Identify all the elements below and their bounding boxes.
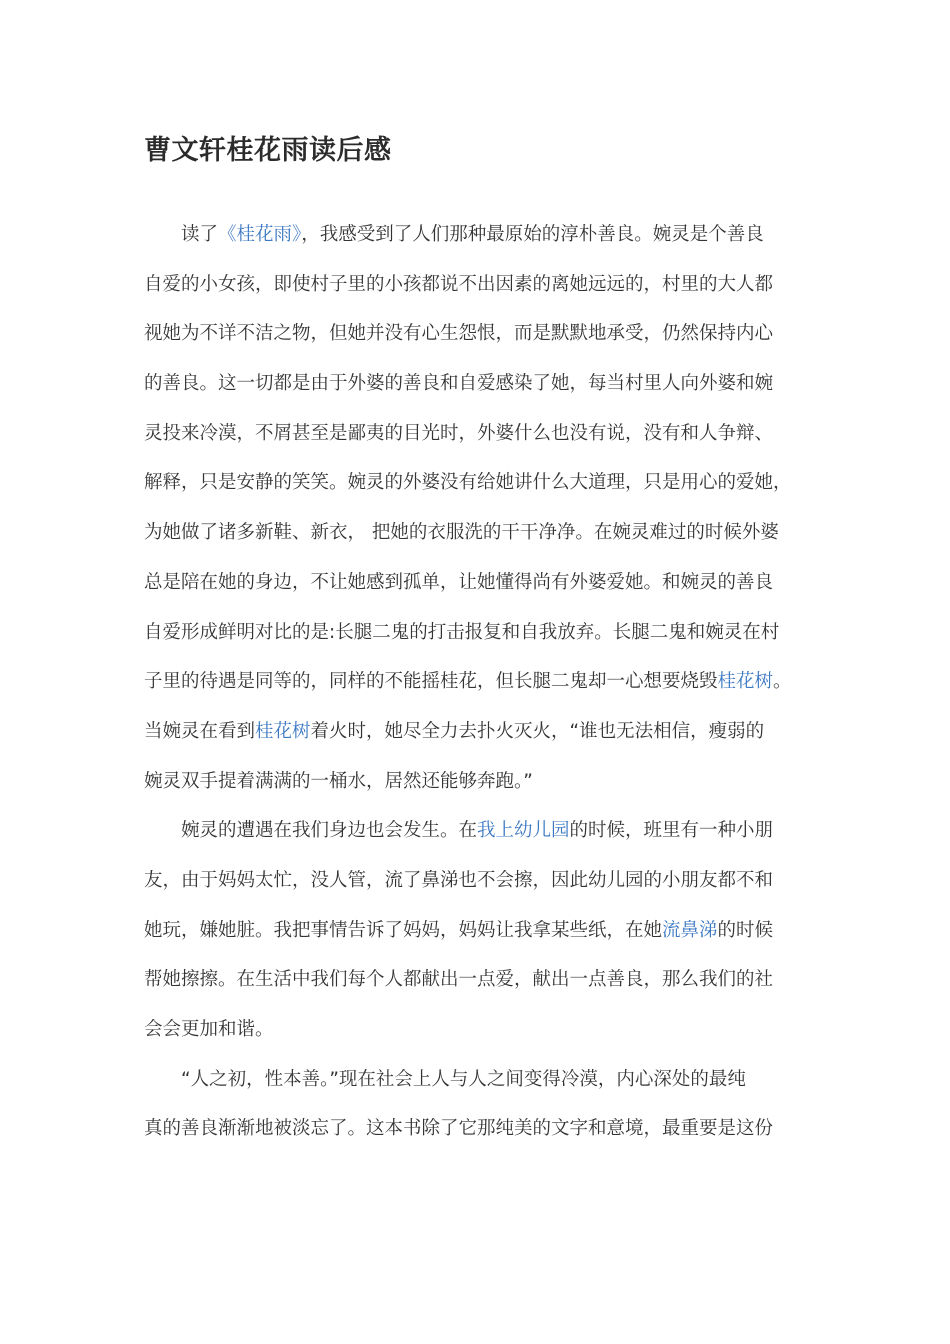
link-osmanthus-tree[interactable]: 桂花树 <box>717 671 774 693</box>
text-line <box>144 757 806 807</box>
text-line <box>144 359 806 409</box>
page-title: 曹文轩桂花雨读后感 <box>144 135 392 166</box>
text-segment: “人之初，性本善。”现在社会上人与人之间变得冷漠，内心深处的最纯 <box>181 1068 746 1090</box>
text-segment: 。 <box>773 671 792 693</box>
text-line <box>144 955 806 1005</box>
text-line <box>144 1055 806 1105</box>
text-segment: 婉灵双手提着满满的一桶水，居然还能够奔跑。” <box>144 770 533 792</box>
text-segment: 友，由于妈妈太忙，没人管，流了鼻涕也不会擦，因此幼儿园的小朋友都不和 <box>144 869 774 891</box>
text-line <box>144 856 806 906</box>
text-segment: 真的善良渐渐地被淡忘了。这本书除了它那纯美的文字和意境，最重要是这份 <box>144 1118 774 1140</box>
text-line <box>144 458 806 508</box>
text-segment: 的时候 <box>717 919 774 941</box>
text-segment: 视她为不详不洁之物，但她并没有心生怨恨，而是默默地承受，仍然保持内心 <box>144 323 774 345</box>
text-segment: 她玩，嫌她脏。我把事情告诉了妈妈，妈妈让我拿某些纸，在她 <box>144 919 663 941</box>
text-segment: 解释，只是安静的笑笑。婉灵的外婆没有给她讲什么大道理，只是用心的爱她， <box>144 472 792 494</box>
text-segment: 婉灵的遭遇在我们身边也会发生。在 <box>181 820 478 842</box>
text-segment: 当婉灵在看到 <box>144 720 256 742</box>
text-line <box>144 558 806 608</box>
text-segment: 的时候，班里有一种小朋 <box>569 820 774 842</box>
text-segment: 会会更加和谐。 <box>144 1019 274 1040</box>
text-line <box>144 1005 806 1055</box>
text-line <box>144 1104 806 1154</box>
text-line <box>144 906 806 956</box>
text-line <box>144 657 806 707</box>
text-segment: 读了 <box>181 224 219 245</box>
text-segment: 总是陪在她的身边，不让她感到孤单，让她懂得尚有外婆爱她。和婉灵的善良 <box>144 571 774 593</box>
text-segment: 自爱形成鲜明对比的是:长腿二鬼的打击报复和自我放弃。长腿二鬼和婉灵在村 <box>144 621 780 643</box>
text-segment: 灵投来冷漠，不屑甚至是鄙夷的目光时，外婆什么也没有说，没有和人争辩、 <box>144 422 774 444</box>
text-segment: ，我感受到了人们那种最原始的淳朴善良。婉灵是个善良 <box>301 224 764 245</box>
text-line <box>144 210 806 260</box>
text-segment: 着火时，她尽全力去扑火灭火，“谁也无法相信，瘦弱的 <box>310 720 765 742</box>
text-line <box>144 409 806 459</box>
text-segment: 自爱的小女孩，即使村子里的小孩都说不出因素的离她远远的，村里的大人都 <box>144 273 774 295</box>
text-line <box>144 508 806 558</box>
document-page <box>144 128 806 1154</box>
text-segment: 的善良。这一切都是由于外婆的善良和自爱感染了她，每当村里人向外婆和婉 <box>144 373 774 395</box>
text-segment: 子里的待遇是同等的，同样的不能摇桂花，但长腿二鬼却一心想要烧毁 <box>144 671 718 693</box>
link-runny-nose[interactable]: 流鼻涕 <box>662 919 718 941</box>
link-kindergarten[interactable]: 我上幼儿园 <box>477 820 570 842</box>
text-line <box>144 806 806 856</box>
text-line <box>144 309 806 359</box>
text-line <box>144 608 806 658</box>
link-osmanthus-tree[interactable]: 桂花树 <box>255 720 311 742</box>
text-segment: 为她做了诸多新鞋、新衣， 把她的衣服洗的干干净净。在婉灵难过的时候外婆 <box>144 522 779 544</box>
article-body <box>144 210 806 1154</box>
text-segment: 帮她擦擦。在生活中我们每个人都献出一点爱，献出一点善良，那么我们的社 <box>144 969 774 991</box>
text-line <box>144 707 806 757</box>
text-line <box>144 260 806 310</box>
link-book-title[interactable]: 《桂花雨》 <box>218 224 302 245</box>
